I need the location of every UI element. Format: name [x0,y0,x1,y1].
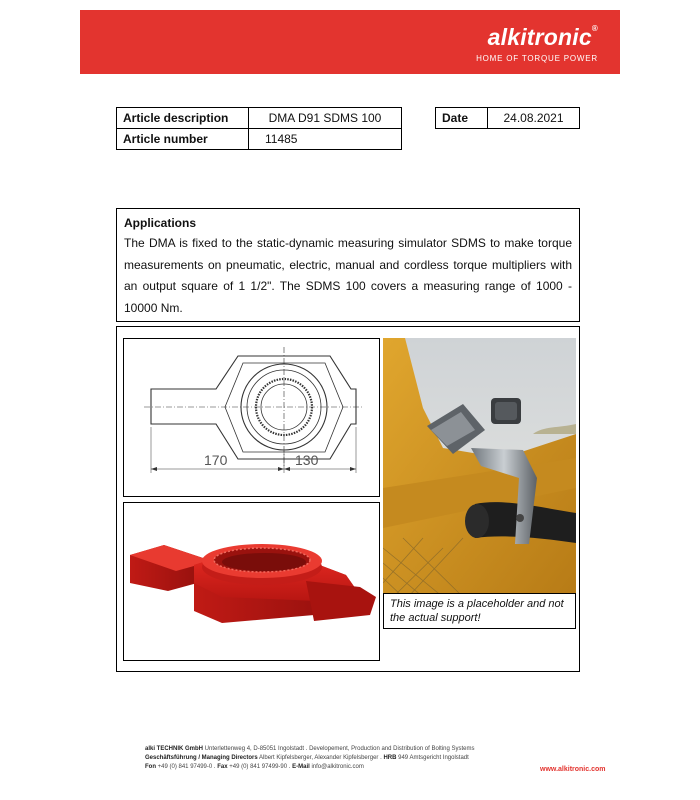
footer-line-directors [145,754,505,763]
footer-line-contact [145,763,505,772]
footer-directors: Albert Kipfelsberger, Alexander Kipfelsberger . [257,755,384,761]
footer-info [145,745,505,772]
article-description-label: Article description [117,108,249,129]
applications-text: The DMA is fixed to the static-dynamic measuring simulator SDMS to make torque measurements on pneumatic, electric, manual and cordless torque multipliers with an output square of 1 1/2". The SDMS 100 covers a measuring range of 1000 - 10000 Nm. [124,236,572,315]
footer-fax: +49 (0) 841 97499-90 . [227,764,293,770]
footer-website-link[interactable]: www.alkitronic.com [540,766,606,773]
footer-fon-label: Fon [145,764,156,770]
part-render-svg [124,503,379,660]
footer-line-company [145,745,505,754]
applications-section [116,208,580,322]
footer-fax-label: Fax [217,764,228,770]
footer-address: Unterlettenweg 4, D-85051 Ingolstadt . Developement, Production and Distribution of Bolting Systems [203,746,475,752]
technical-drawing-svg [124,339,379,496]
article-table [116,107,402,150]
footer-fon: +49 (0) 841 97499-0 . [156,764,218,770]
footer-mail-label: E-Mail [292,764,310,770]
footer-mail[interactable]: info@alkitronic.com [309,764,364,770]
header-banner [80,10,620,74]
date-table [435,107,580,129]
photo-caption: This image is a placeholder and not the actual support! [383,593,576,629]
article-number-value: 11485 [249,129,402,150]
brand-logo [488,24,598,51]
technical-drawing [123,338,380,497]
article-number-row [117,129,402,150]
footer-company: alki TECHNIK GmbH [145,746,204,752]
part-render [123,502,380,661]
article-description-value: DMA D91 SDMS 100 [249,108,402,129]
applications-heading: Applications [124,216,197,230]
date-value: 24.08.2021 [488,108,580,129]
footer-directors-label: Geschäftsführung / Managing Directors [145,755,258,761]
dimension-130: 130 [295,452,319,468]
brand-tagline: HOME OF TORQUE POWER [476,54,598,63]
support-photo-svg [383,338,576,597]
article-description-row [117,108,402,129]
footer-hrb: 949 Amtsgericht Ingolstadt [396,755,469,761]
date-label: Date [436,108,488,129]
registered-mark: ® [591,24,598,33]
support-photo [383,338,576,597]
dimension-170: 170 [204,452,228,468]
footer-hrb-label: HRB [383,755,397,761]
brand-name: alkitronic [487,24,592,50]
date-row [436,108,580,129]
article-number-label: Article number [117,129,249,150]
